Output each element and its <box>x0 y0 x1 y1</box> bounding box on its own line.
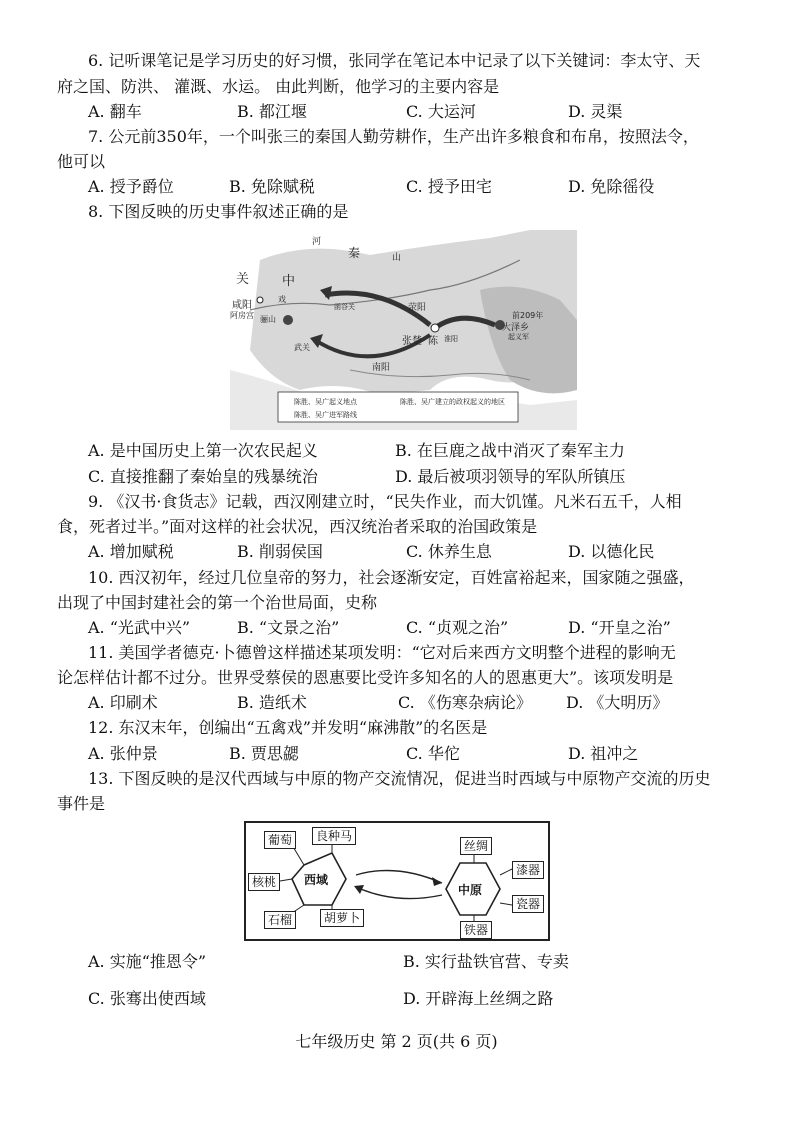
q6-option-a[interactable]: A. 翻车 <box>88 102 142 121</box>
q8-option-b[interactable]: B. 在巨鹿之战中消灭了秦军主力 <box>395 441 625 460</box>
q8-option-d[interactable]: D. 最后被项羽领导的军队所镇压 <box>395 467 626 486</box>
q7-option-b[interactable]: B. 免除赋税 <box>229 177 315 196</box>
map-label-dazexiang: 大泽乡 <box>502 323 530 333</box>
map-label-guan: 关 <box>236 272 250 287</box>
q7-stem-line1: 7. 公元前350年，一个叫张三的秦国人勤劳耕作，生产出许多粮食和布帛，按照法令， <box>88 127 699 146</box>
item-iron: 铁器 <box>460 921 492 939</box>
q6-option-d[interactable]: D. 灵渠 <box>568 102 623 121</box>
map-label-qiyijun: 起义军 <box>508 333 529 341</box>
legend-region: 起义的地区 <box>470 398 505 406</box>
q12-option-c[interactable]: C. 华佗 <box>406 744 460 763</box>
legend-route: 陈胜、吴广进军路线 <box>294 411 357 419</box>
q12-option-b[interactable]: B. 贾思勰 <box>229 744 299 763</box>
map-label-xianyang: 咸阳 <box>232 300 252 311</box>
q10-option-a[interactable]: A. “光武中兴” <box>88 618 191 637</box>
q10-option-b[interactable]: B. “文景之治” <box>237 618 340 637</box>
map-label-xi: 戏 <box>278 295 286 304</box>
q13-stem-line1: 13. 下图反映的是汉代西域与中原的物产交流情况，促进当时西域与中原物产交流的历史 <box>88 769 711 788</box>
map-label-huaiyang: 淮阳 <box>444 335 458 343</box>
map-label-nanyang: 南阳 <box>372 363 391 373</box>
map-label-zhangchu: 张楚 <box>402 336 422 347</box>
map-label-year: 前209年 <box>512 311 544 320</box>
page-footer: 七年级历史 第 2 页(共 6 页) <box>295 1032 498 1051</box>
q13-option-a[interactable]: A. 实施“推恩令” <box>88 952 207 971</box>
q7-option-c[interactable]: C. 授予田宅 <box>406 177 492 196</box>
q12-option-d[interactable]: D. 祖冲之 <box>568 744 639 763</box>
q9-option-d[interactable]: D. 以德化民 <box>568 542 655 561</box>
q10-option-d[interactable]: D. “开皇之治” <box>568 618 671 637</box>
q11-option-b[interactable]: B. 造纸术 <box>237 693 307 712</box>
map-label-afanggong: 阿房宫 <box>230 311 254 320</box>
item-grape: 葡萄 <box>264 831 296 849</box>
q9-option-c[interactable]: C. 休养生息 <box>406 542 492 561</box>
q8-option-a[interactable]: A. 是中国历史上第一次农民起义 <box>88 441 318 460</box>
q11-stem-line2: 论怎样估计都不过分。世界受蔡侯的恩惠要比受许多知名的人的恩惠更大”。该项发明是 <box>57 668 674 687</box>
map-label-he: 河 <box>312 237 322 247</box>
q10-stem-line1: 10. 西汉初年，经过几位皇帝的努力，社会逐渐安定，百姓富裕起来，国家随之强盛， <box>88 568 695 587</box>
q9-stem-line2: 食，死者过半。”面对这样的社会状况，西汉统治者采取的治国政策是 <box>57 517 538 536</box>
legend-uprising-site: 陈胜、吴广起义地点 <box>294 398 357 406</box>
q6-stem-line2: 府之国、防洪、 灌溉、水运。 由此判断，他学习的主要内容是 <box>57 77 500 96</box>
q7-stem-line2: 他可以 <box>57 152 106 171</box>
q9-option-b[interactable]: B. 削弱侯国 <box>237 542 323 561</box>
map-label-hanguguan: 函谷关 <box>334 303 355 311</box>
map-label-zhong: 中 <box>282 274 296 289</box>
item-pomegranate: 石榴 <box>264 911 296 929</box>
region-west: 西域 <box>304 873 329 887</box>
q8-option-c[interactable]: C. 直接推翻了秦始皇的残暴统治 <box>88 467 318 486</box>
q6-option-b[interactable]: B. 都江堰 <box>237 102 307 121</box>
item-porcelain: 瓷器 <box>512 895 544 913</box>
map-label-xingyang: 荥阳 <box>408 303 427 313</box>
legend-regime: 陈胜、吴广建立的政权 <box>400 398 470 406</box>
trade-diagram <box>244 821 550 941</box>
q12-option-a[interactable]: A. 张仲景 <box>88 744 158 763</box>
item-silk: 丝绸 <box>460 837 492 855</box>
item-walnut: 核桃 <box>248 873 280 891</box>
q13-stem-line2: 事件是 <box>57 794 106 813</box>
map-label-shan: 山 <box>392 253 402 263</box>
q6-stem-line1: 6. 记听课笔记是学习历史的好习惯，张同学在笔记本中记录了以下关键词：李太守、天 <box>88 51 701 70</box>
q10-stem-line2: 出现了中国封建社会的第一个治世局面，史称 <box>57 593 378 612</box>
q13-option-d[interactable]: D. 开辟海上丝绸之路 <box>403 989 554 1008</box>
uprising-map <box>230 230 577 430</box>
map-label-chen: 陈 <box>428 336 438 347</box>
region-central: 中原 <box>458 883 483 897</box>
q11-option-c[interactable]: C. 《伤寒杂病论》 <box>398 693 532 712</box>
q10-option-c[interactable]: C. “贞观之治” <box>406 618 509 637</box>
q11-option-d[interactable]: D. 《大明历》 <box>566 693 669 712</box>
q6-option-c[interactable]: C. 大运河 <box>406 102 476 121</box>
item-horse: 良种马 <box>312 827 356 845</box>
q12-stem: 12. 东汉末年，创编出“五禽戏”并发明“麻沸散”的名医是 <box>88 718 488 737</box>
q13-option-c[interactable]: C. 张骞出使西域 <box>88 989 206 1008</box>
map-label-lishan: 骊山 <box>260 315 276 324</box>
q11-stem-line1: 11. 美国学者德克·卜德曾这样描述某项发明：“它对后来西方文明整个进程的影响无 <box>88 643 676 662</box>
q9-option-a[interactable]: A. 增加赋税 <box>88 542 174 561</box>
q11-option-a[interactable]: A. 印刷术 <box>88 693 158 712</box>
q7-option-a[interactable]: A. 授予爵位 <box>88 177 174 196</box>
item-lacquer: 漆器 <box>512 861 544 879</box>
q8-stem: 8. 下图反映的历史事件叙述正确的是 <box>88 202 349 221</box>
q7-option-d[interactable]: D. 免除徭役 <box>568 177 655 196</box>
map-label-wuguan: 武关 <box>294 343 310 352</box>
q9-stem-line1: 9. 《汉书·食货志》记载，西汉刚建立时，“民失作业，而大饥馑。凡米石五千，人相 <box>88 492 682 511</box>
item-carrot: 胡萝卜 <box>320 909 364 927</box>
map-label-qin: 秦 <box>348 246 361 260</box>
q13-option-b[interactable]: B. 实行盐铁官营、专卖 <box>403 952 569 971</box>
